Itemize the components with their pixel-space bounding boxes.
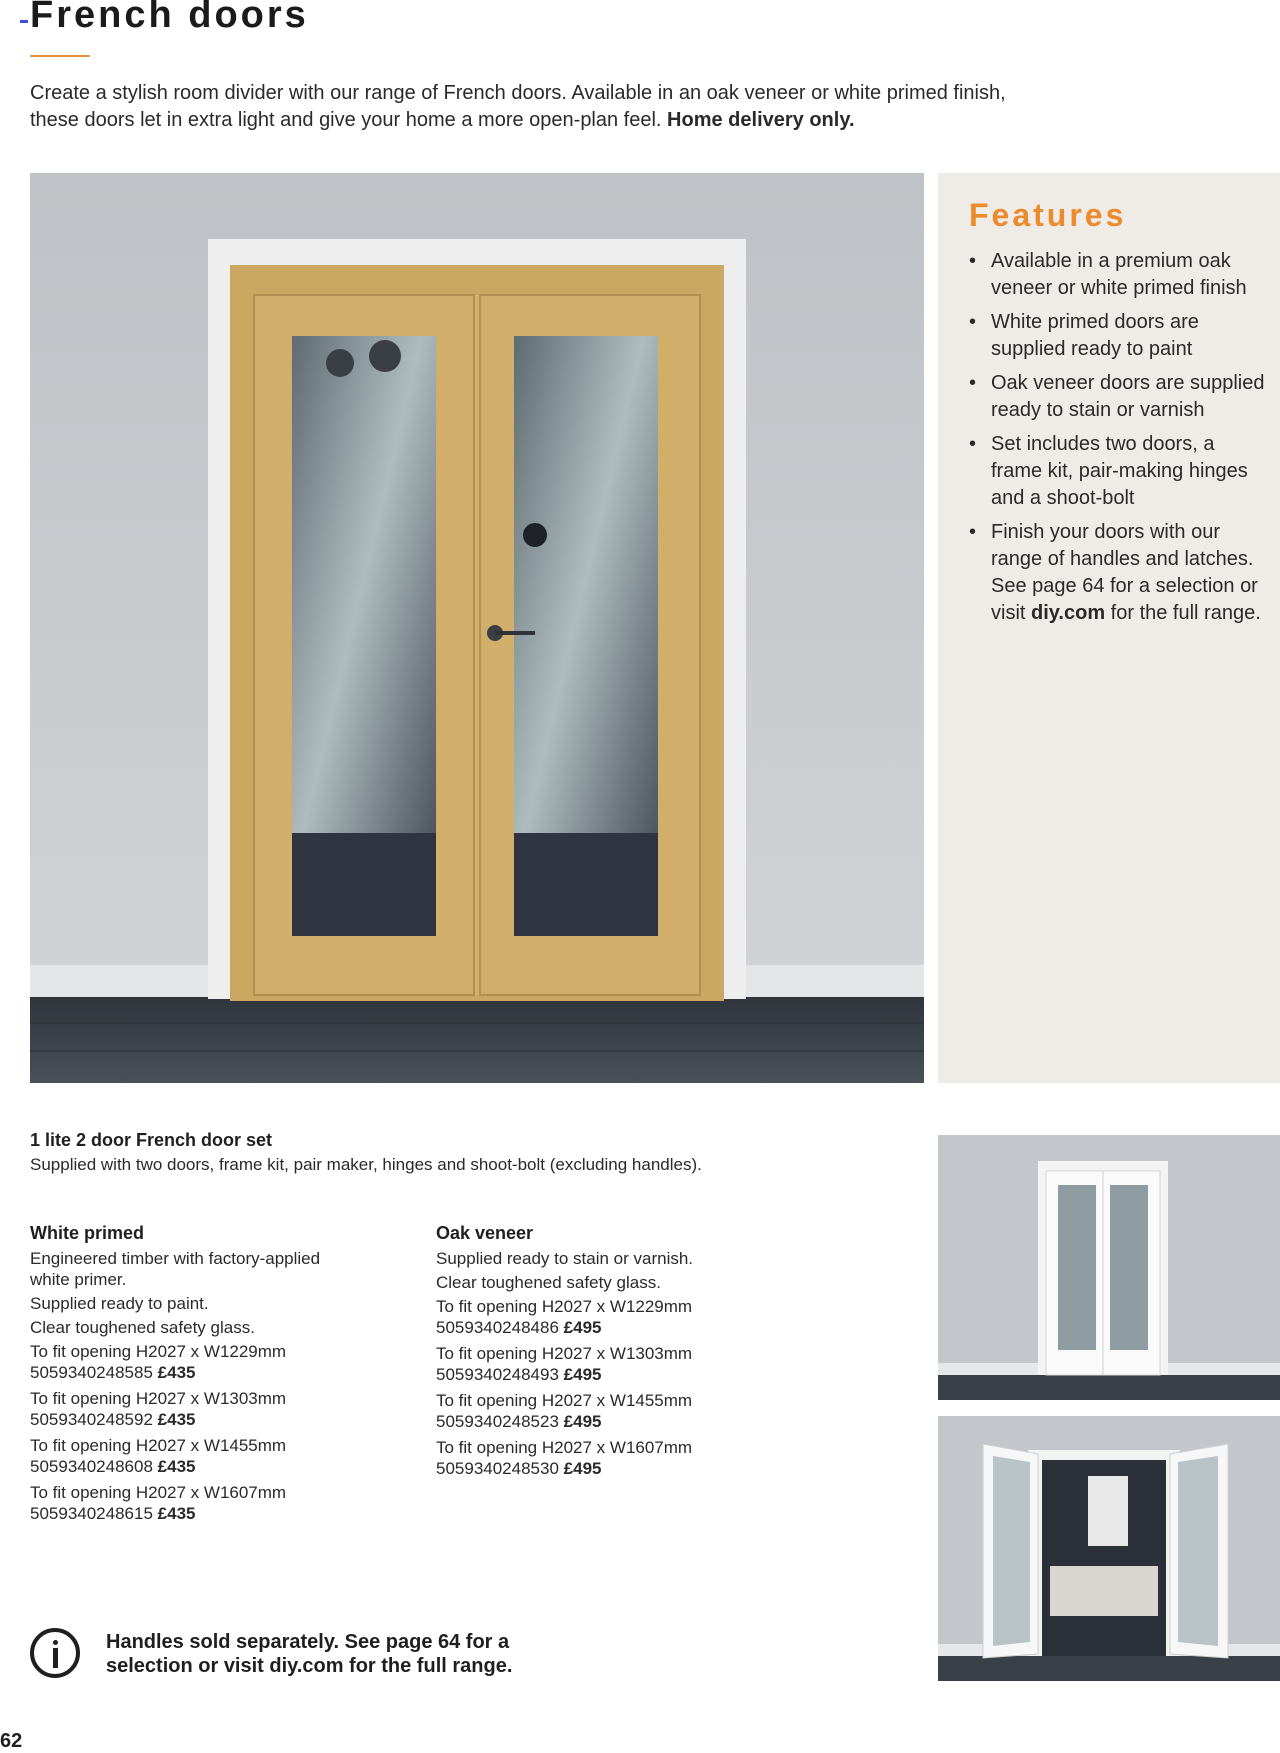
spec-line: Clear toughened safety glass. bbox=[30, 1318, 255, 1337]
feature-handles-tail: for the full range. bbox=[1110, 602, 1261, 624]
white-primed-column bbox=[30, 1222, 350, 1529]
feature-item: • Available in a premium oak veneer or white primed finish bbox=[969, 248, 1269, 302]
option-price: £495 bbox=[563, 1412, 602, 1431]
thumbnail-white-doors-open bbox=[938, 1416, 1280, 1681]
feature-item: • Set includes two doors, a frame kit, pair-making hinges and a shoot-bolt bbox=[969, 431, 1269, 512]
intro-paragraph bbox=[30, 80, 1050, 134]
size-option bbox=[30, 1388, 350, 1430]
white-primed-heading: White primed bbox=[30, 1223, 145, 1243]
size-option bbox=[30, 1435, 350, 1477]
info-icon bbox=[30, 1628, 80, 1678]
spec-line: Supplied ready to stain or varnish. bbox=[436, 1249, 694, 1268]
feature-handles-text: Finish your doors with our range of handles and latches. See page 64 for a selection or visit bbox=[991, 521, 1258, 624]
spec-line: Engineered timber with factory-applied white primer. bbox=[30, 1249, 321, 1289]
option-code: 5059340248530 bbox=[436, 1459, 559, 1478]
size-option bbox=[436, 1437, 756, 1479]
option-price: £495 bbox=[563, 1318, 602, 1337]
size-option bbox=[30, 1341, 350, 1383]
feature-item-handles bbox=[969, 519, 1269, 627]
option-price: £435 bbox=[157, 1363, 196, 1382]
size-option bbox=[436, 1296, 756, 1338]
intro-text: Create a stylish room divider with our range of French doors. Available in an oak veneer or white primed finish, these doors let in extra light and give your home a more open-plan feel. bbox=[30, 82, 1006, 131]
option-code: 5059340248493 bbox=[436, 1365, 559, 1384]
title-underline bbox=[30, 55, 90, 57]
option-size: To fit opening H2027 x W1303mm bbox=[436, 1344, 693, 1363]
hero-image-oak-french-doors bbox=[30, 173, 924, 1083]
option-price: £495 bbox=[563, 1365, 602, 1384]
option-price: £495 bbox=[563, 1459, 602, 1478]
option-code: 5059340248585 bbox=[30, 1363, 153, 1382]
features-title: Features bbox=[969, 197, 1127, 233]
page-title: French doors bbox=[30, 0, 309, 36]
features-list bbox=[969, 248, 1269, 634]
feature-item: • Oak veneer doors are supplied ready to stain or varnish bbox=[969, 370, 1269, 424]
option-size: To fit opening H2027 x W1455mm bbox=[30, 1436, 287, 1455]
spec-line: Supplied ready to paint. bbox=[30, 1294, 209, 1313]
option-code: 5059340248523 bbox=[436, 1412, 559, 1431]
feature-item: • White primed doors are supplied ready to paint bbox=[969, 309, 1269, 363]
oak-veneer-heading: Oak veneer bbox=[436, 1223, 534, 1243]
option-price: £435 bbox=[157, 1457, 196, 1476]
set-description: Supplied with two doors, frame kit, pair maker, hinges and shoot-bolt (excluding handles). bbox=[30, 1155, 702, 1174]
size-option bbox=[436, 1390, 756, 1432]
option-size: To fit opening H2027 x W1229mm bbox=[30, 1342, 287, 1361]
option-size: To fit opening H2027 x W1229mm bbox=[436, 1297, 693, 1316]
size-option bbox=[436, 1343, 756, 1385]
option-code: 5059340248608 bbox=[30, 1457, 153, 1476]
set-title: 1 lite 2 door French door set bbox=[30, 1130, 273, 1150]
features-panel bbox=[938, 173, 1280, 1083]
option-price: £435 bbox=[157, 1504, 196, 1523]
page-number: 62 bbox=[0, 1730, 23, 1752]
option-size: To fit opening H2027 x W1607mm bbox=[30, 1483, 287, 1502]
option-size: To fit opening H2027 x W1303mm bbox=[30, 1389, 287, 1408]
option-code: 5059340248615 bbox=[30, 1504, 153, 1523]
option-code: 5059340248486 bbox=[436, 1318, 559, 1337]
size-option bbox=[30, 1482, 350, 1524]
handles-note: Handles sold separately. See page 64 for a selection or visit diy.com for the full range. bbox=[106, 1631, 513, 1677]
diy-link[interactable]: diy.com bbox=[1031, 602, 1106, 624]
oak-veneer-column bbox=[436, 1222, 756, 1484]
spec-line: Clear toughened safety glass. bbox=[436, 1273, 661, 1292]
corner-mark bbox=[20, 20, 28, 23]
option-size: To fit opening H2027 x W1455mm bbox=[436, 1391, 693, 1410]
option-price: £435 bbox=[157, 1410, 196, 1429]
option-code: 5059340248592 bbox=[30, 1410, 153, 1429]
option-size: To fit opening H2027 x W1607mm bbox=[436, 1438, 693, 1457]
thumbnail-white-doors-closed bbox=[938, 1135, 1280, 1400]
intro-delivery-note: Home delivery only. bbox=[667, 109, 855, 131]
